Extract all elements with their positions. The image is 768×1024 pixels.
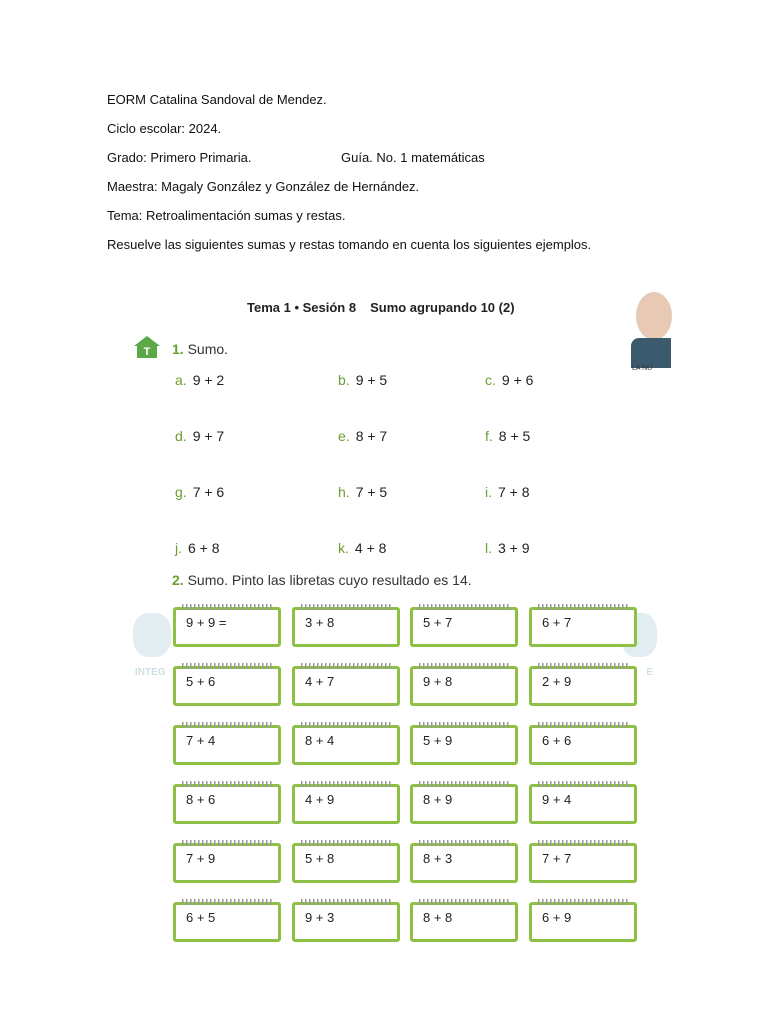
exercise1-item-letter: l. — [485, 540, 492, 556]
notebook-expression: 5 + 6 — [186, 674, 216, 689]
exercise1-item — [175, 428, 224, 444]
exercise1-item-expr: 7 + 5 — [355, 484, 388, 500]
notebook-card[interactable] — [410, 607, 518, 647]
spiral-binding — [419, 663, 509, 669]
exercise1-item — [485, 484, 530, 500]
spiral-binding — [538, 663, 628, 669]
spiral-binding — [301, 840, 391, 846]
spiral-binding — [182, 840, 272, 846]
exercise1-item-letter: d. — [175, 428, 187, 444]
notebook-card[interactable] — [410, 784, 518, 824]
spiral-binding — [538, 899, 628, 905]
notebook-card[interactable] — [173, 666, 281, 706]
exercise1-title-text: Sumo. — [187, 341, 229, 357]
spiral-binding — [301, 899, 391, 905]
exercise1-item — [175, 484, 224, 500]
spiral-binding — [182, 722, 272, 728]
teacher-line: Maestra: Magaly González y González de Hernández. — [107, 179, 420, 194]
notebook-expression: 9 + 8 — [423, 674, 453, 689]
spiral-binding — [301, 781, 391, 787]
spiral-binding — [419, 840, 509, 846]
notebook-card[interactable] — [529, 843, 637, 883]
spiral-binding — [301, 604, 391, 610]
exercise1-item-expr: 9 + 6 — [501, 372, 534, 388]
notebook-expression: 4 + 9 — [305, 792, 335, 807]
topic-line: Tema: Retroalimentación sumas y restas. — [107, 208, 346, 223]
spiral-binding — [182, 899, 272, 905]
notebook-card[interactable] — [292, 607, 400, 647]
exercise1-item — [338, 372, 387, 388]
exercise1-item-letter: j. — [175, 540, 182, 556]
notebook-expression: 9 + 4 — [542, 792, 572, 807]
notebook-expression: 6 + 6 — [542, 733, 572, 748]
notebook-expression: 6 + 9 — [542, 910, 572, 925]
spiral-binding — [538, 604, 628, 610]
notebook-card[interactable] — [292, 843, 400, 883]
exercise1-item-expr: 9 + 7 — [192, 428, 225, 444]
topic-label: Tema 1 • Sesión 8 — [247, 300, 357, 315]
exercise1-item-expr: 8 + 7 — [355, 428, 388, 444]
exercise1-item — [485, 540, 530, 556]
exercise2-title-text: Sumo. Pinto las libretas cuyo resultado es 14. — [187, 572, 472, 588]
exercise1-item-letter: i. — [485, 484, 492, 500]
character-illustration — [631, 292, 657, 372]
exercise1-item-expr: 9 + 5 — [355, 372, 388, 388]
exercise1-item — [485, 372, 533, 388]
exercise2-title — [172, 572, 472, 588]
exercise1-item-letter: e. — [338, 428, 350, 444]
session-label: Sumo agrupando 10 (2) — [370, 300, 515, 315]
exercise1-item — [175, 372, 224, 388]
guide-text: Guía. No. 1 matemáticas — [341, 150, 485, 165]
notebook-expression: 6 + 5 — [186, 910, 216, 925]
notebook-expression: 7 + 7 — [542, 851, 572, 866]
notebook-card[interactable] — [173, 607, 281, 647]
notebook-expression: 5 + 8 — [305, 851, 335, 866]
exercise1-item — [338, 540, 386, 556]
spiral-binding — [419, 604, 509, 610]
exercise1-item-letter: h. — [338, 484, 350, 500]
notebook-card[interactable] — [529, 902, 637, 942]
notebook-expression: 9 + 3 — [305, 910, 335, 925]
notebook-card[interactable] — [292, 784, 400, 824]
notebook-expression: 8 + 9 — [423, 792, 453, 807]
notebook-expression: 6 + 7 — [542, 615, 572, 630]
spiral-binding — [419, 899, 509, 905]
notebook-expression: 5 + 9 — [423, 733, 453, 748]
exercise1-item — [485, 428, 530, 444]
exercise1-item-expr: 8 + 5 — [498, 428, 531, 444]
notebook-card[interactable] — [410, 666, 518, 706]
notebook-expression: 8 + 4 — [305, 733, 335, 748]
exercise1-item-letter: a. — [175, 372, 187, 388]
exercise1-item-letter: c. — [485, 372, 496, 388]
exercise1-item — [338, 484, 387, 500]
notebook-card[interactable] — [529, 784, 637, 824]
spiral-binding — [182, 663, 272, 669]
exercise1-item — [175, 540, 220, 556]
school-name: EORM Catalina Sandoval de Mendez. — [107, 92, 327, 107]
notebook-expression: 7 + 4 — [186, 733, 216, 748]
spiral-binding — [419, 781, 509, 787]
exercise1-item-expr: 7 + 6 — [192, 484, 225, 500]
exercise1-title — [172, 341, 228, 357]
notebook-expression: 9 + 9 = — [186, 615, 227, 630]
notebook-card[interactable] — [292, 902, 400, 942]
exercise1-item-letter: k. — [338, 540, 349, 556]
notebook-card[interactable] — [173, 902, 281, 942]
character-label: LA NU — [632, 365, 653, 372]
notebook-card[interactable] — [173, 843, 281, 883]
exercise1-item-letter: g. — [175, 484, 187, 500]
notebook-card[interactable] — [529, 666, 637, 706]
spiral-binding — [301, 722, 391, 728]
notebook-expression: 3 + 8 — [305, 615, 335, 630]
notebook-card[interactable] — [410, 843, 518, 883]
notebook-expression: 8 + 6 — [186, 792, 216, 807]
exercise1-item-expr: 4 + 8 — [354, 540, 387, 556]
exercise1-number: 1. — [172, 341, 184, 357]
notebook-expression: 2 + 9 — [542, 674, 572, 689]
notebook-card[interactable] — [292, 666, 400, 706]
spiral-binding — [538, 781, 628, 787]
exercise1-item-expr: 3 + 9 — [498, 540, 530, 556]
grade-text: Grado: Primero Primaria. — [107, 150, 252, 165]
notebook-expression: 7 + 9 — [186, 851, 216, 866]
spiral-binding — [538, 840, 628, 846]
notebook-expression: 8 + 3 — [423, 851, 453, 866]
notebook-card[interactable] — [173, 725, 281, 765]
session-title — [247, 300, 515, 315]
notebook-card[interactable] — [529, 725, 637, 765]
spiral-binding — [182, 604, 272, 610]
exercise1-item-letter: b. — [338, 372, 350, 388]
exercise1-item-expr: 9 + 2 — [192, 372, 225, 388]
exercise2-number: 2. — [172, 572, 184, 588]
watermark-left-text: INTEG — [135, 667, 166, 678]
exercise1-item — [338, 428, 387, 444]
spiral-binding — [182, 781, 272, 787]
notebook-expression: 4 + 7 — [305, 674, 335, 689]
notebook-card[interactable] — [410, 725, 518, 765]
spiral-binding — [419, 722, 509, 728]
watermark-right-text: E — [646, 667, 653, 678]
grade-line — [107, 150, 485, 165]
notebook-expression: 5 + 7 — [423, 615, 453, 630]
notebook-card[interactable] — [173, 784, 281, 824]
instructions-line: Resuelve las siguientes sumas y restas tomando en cuenta los siguientes ejemplos. — [107, 237, 592, 252]
school-cycle: Ciclo escolar: 2024. — [107, 121, 222, 136]
spiral-binding — [301, 663, 391, 669]
exercise1-item-letter: f. — [485, 428, 493, 444]
notebook-card[interactable] — [410, 902, 518, 942]
notebook-card[interactable] — [292, 725, 400, 765]
worksheet-image — [125, 285, 657, 960]
spiral-binding — [538, 722, 628, 728]
notebook-expression: 8 + 8 — [423, 910, 453, 925]
exercise1-item-expr: 7 + 8 — [498, 484, 530, 500]
svg-text:T: T — [143, 346, 151, 358]
home-icon — [133, 335, 161, 359]
notebook-card[interactable] — [529, 607, 637, 647]
exercise1-item-expr: 6 + 8 — [188, 540, 220, 556]
